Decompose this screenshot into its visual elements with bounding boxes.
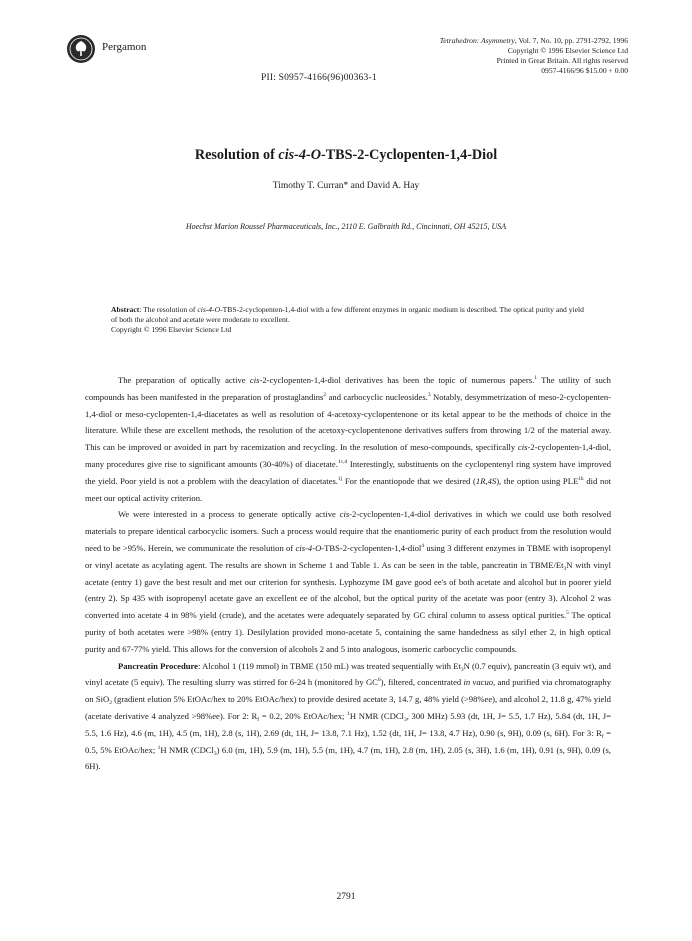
body-paragraph-2: We were interested in a process to generate optically active cis-2-cyclopenten-1,4-diol derivatives in which we could use both resolved materials to prepare identical carbocyclic isomers. Such a process would require that the enantiomeric purity of each product from the resolution would need to be >95%. Herein, we communicate the resolution of cis-4-O-TBS-2-cyclopenten-1,4-diol$^4$ using 3 different enzymes in TBME with isopropenyl or vinyl acetate as acylating agent. The results are shown in Scheme 1 and Table 1. As can be seen in the table, pancreatin in TBME/$Et_3N$ with vinyl acetate (entry 1) gave the best result and met our criterion for synthesis. Lyphozyme IM gave good ee's of both acetate and alcohol but in poorer yield (entry 2). Sp 435 with isopropenyl acetate gave an excellent ee of the alcohol, but the optical purity of the acetate was poor (entry 3). Alcohol 2 was converted into acetate 4 in 98% yield (crude), and the acetates were adequately separated by GC chiral column to assess optical purities.$^5$ The optical purity of both acetates were >98% (entry 1). Desilylation provided mono-acetate 5, containing the same handedness as silyl ether 2, in high optical purity and 67-77% yield. This allows for the conversion of alcohols 2 and 5 into analogous, isomeric carbocyclic compounds. xyxy=(85,509,612,654)
article-body xyxy=(85,372,611,775)
article-authors: Timothy T. Curran* and David A. Hay xyxy=(272,181,420,191)
journal-price-code: 0957-4166/96 $15.00 + 0.00 xyxy=(541,66,628,75)
procedure-label: Pancreatin Procedure xyxy=(118,660,198,671)
abstract-copyright: Copyright © 1996 Elsevier Science Ltd xyxy=(111,325,232,334)
journal-printed: Printed in Great Britain. All rights reserved xyxy=(496,56,628,65)
body-paragraph-1: The preparation of optically active cis-2-cyclopenten-1,4-diol derivatives has been the topic of numerous papers.$^1$ The utility of such compounds has been manifested in the preparation of prostaglandins$^2$ and carbocyclic nucleosides.$^3$ Notably, desymmetrization of meso-2-cyclopenten-1,4-diol or meso-cyclopenten-1,4-diacetates as well as resolution of 4-acetoxy-cyclopentenone or its ketal appear to be the methods of choice in the literature. While these are excellent methods, the resolution of the acetoxy-cyclopentenone derivatives suffers from throwing 1/2 of the material away. This can be improved or avoided in part by racemization and recycling. In the resolution of meso-compounds, specifically cis-2-cyclopenten-1,4-diol, many procedures give rise to significant amounts (30-40%) of diacetate.$^{1c,d}$ Interestingly, substituents on the cyclopentenyl ring system have improved the yield. Poor yield is not a problem with the deacylation of diacetates.$^{1j}$ For the enantiopode that we desired (1R,4S), the option using $PLE^{1k}$ did not meet our optical activity criterion. xyxy=(85,375,612,503)
publisher-name: Pergamon xyxy=(102,41,147,53)
abstract-label: Abstract xyxy=(111,305,140,314)
pergamon-logo-icon xyxy=(66,34,96,64)
abstract-text: Abstract: The resolution of cis-4-O-TBS-2-cyclopenten-1,4-diol with a few different enzymes in organic medium is described. The optical purity and yield of both the alcohol and acetate were moderate to excellent. xyxy=(111,305,584,324)
journal-info xyxy=(440,36,628,76)
pii-identifier: PII: S0957-4166(96)00363-1 xyxy=(261,73,377,83)
body-paragraph-procedure: Pancreatin Procedure: Alcohol 1 (119 mmol) in TBME (150 mL) was treated sequentially with $Et_3N$ (0.7 equiv), pancreatin (3 equiv wt), and vinyl acetate (5 equiv). The resulting slurry was stirred for 6-24 h (monitored by $GC^6$), filtered, concentrated in vacuo, and purified via chromatography on SiO$_2$ (gradient elution 5% EtOAc/hex to 20% EtOAc/hex) to provide desired acetate 3, 14.7 g, 48% yield (>98%ee), and alcohol 2, 11.8 g, 47% yield (acetate derivative 4 analyzed >98%ee). For 2: $R_f = 0.2$, 20% EtOAc/hex; $^1$H NMR (CDCl$_3$, 300 MHz) 5.93 (dt, 1H, J= 5.5, 1.7 Hz), 5.84 (dt, 1H, J= 5.5, 1.6 Hz), 4.6 (m, 1H), 4.5 (m, 1H), 2.8 (s, 1H), 2.69 (dt, 1H, J= 13.8, 7.1 Hz), 1.52 (dt, 1H, J= 13.8, 4.7 Hz), 0.90 (s, 9H), 0.09 (s, 6H). For 3: $R_f = 0.5$, 5% EtOAc/hex; $^1$H NMR (CDCl$_3$) 6.0 (m, 1H), 5.9 (m, 1H), 5.5 (m, 1H), 4.7 (m, 1H), 2.8 (m, 1H), 2.05 (s, 3H), 1.6 (m, 1H), 0.91 (s, 9H), 0.09 (s, 6H). xyxy=(85,660,612,772)
journal-citation: Tetrahedron: Asymmetry, Vol. 7, No. 10, pp. 2791-2792, 1996 xyxy=(439,36,628,45)
abstract xyxy=(111,305,586,335)
page-number: 2791 xyxy=(336,892,356,902)
journal-copyright: Copyright © 1996 Elsevier Science Ltd xyxy=(507,46,628,55)
article-title: Resolution of cis-4-O-TBS-2-Cyclopenten-1,4-Diol xyxy=(194,147,498,163)
author-affiliation: Hoechst Marion Roussel Pharmaceuticals, Inc., 2110 E. Galbraith Rd., Cincinnati, OH 45215, USA xyxy=(185,222,507,231)
